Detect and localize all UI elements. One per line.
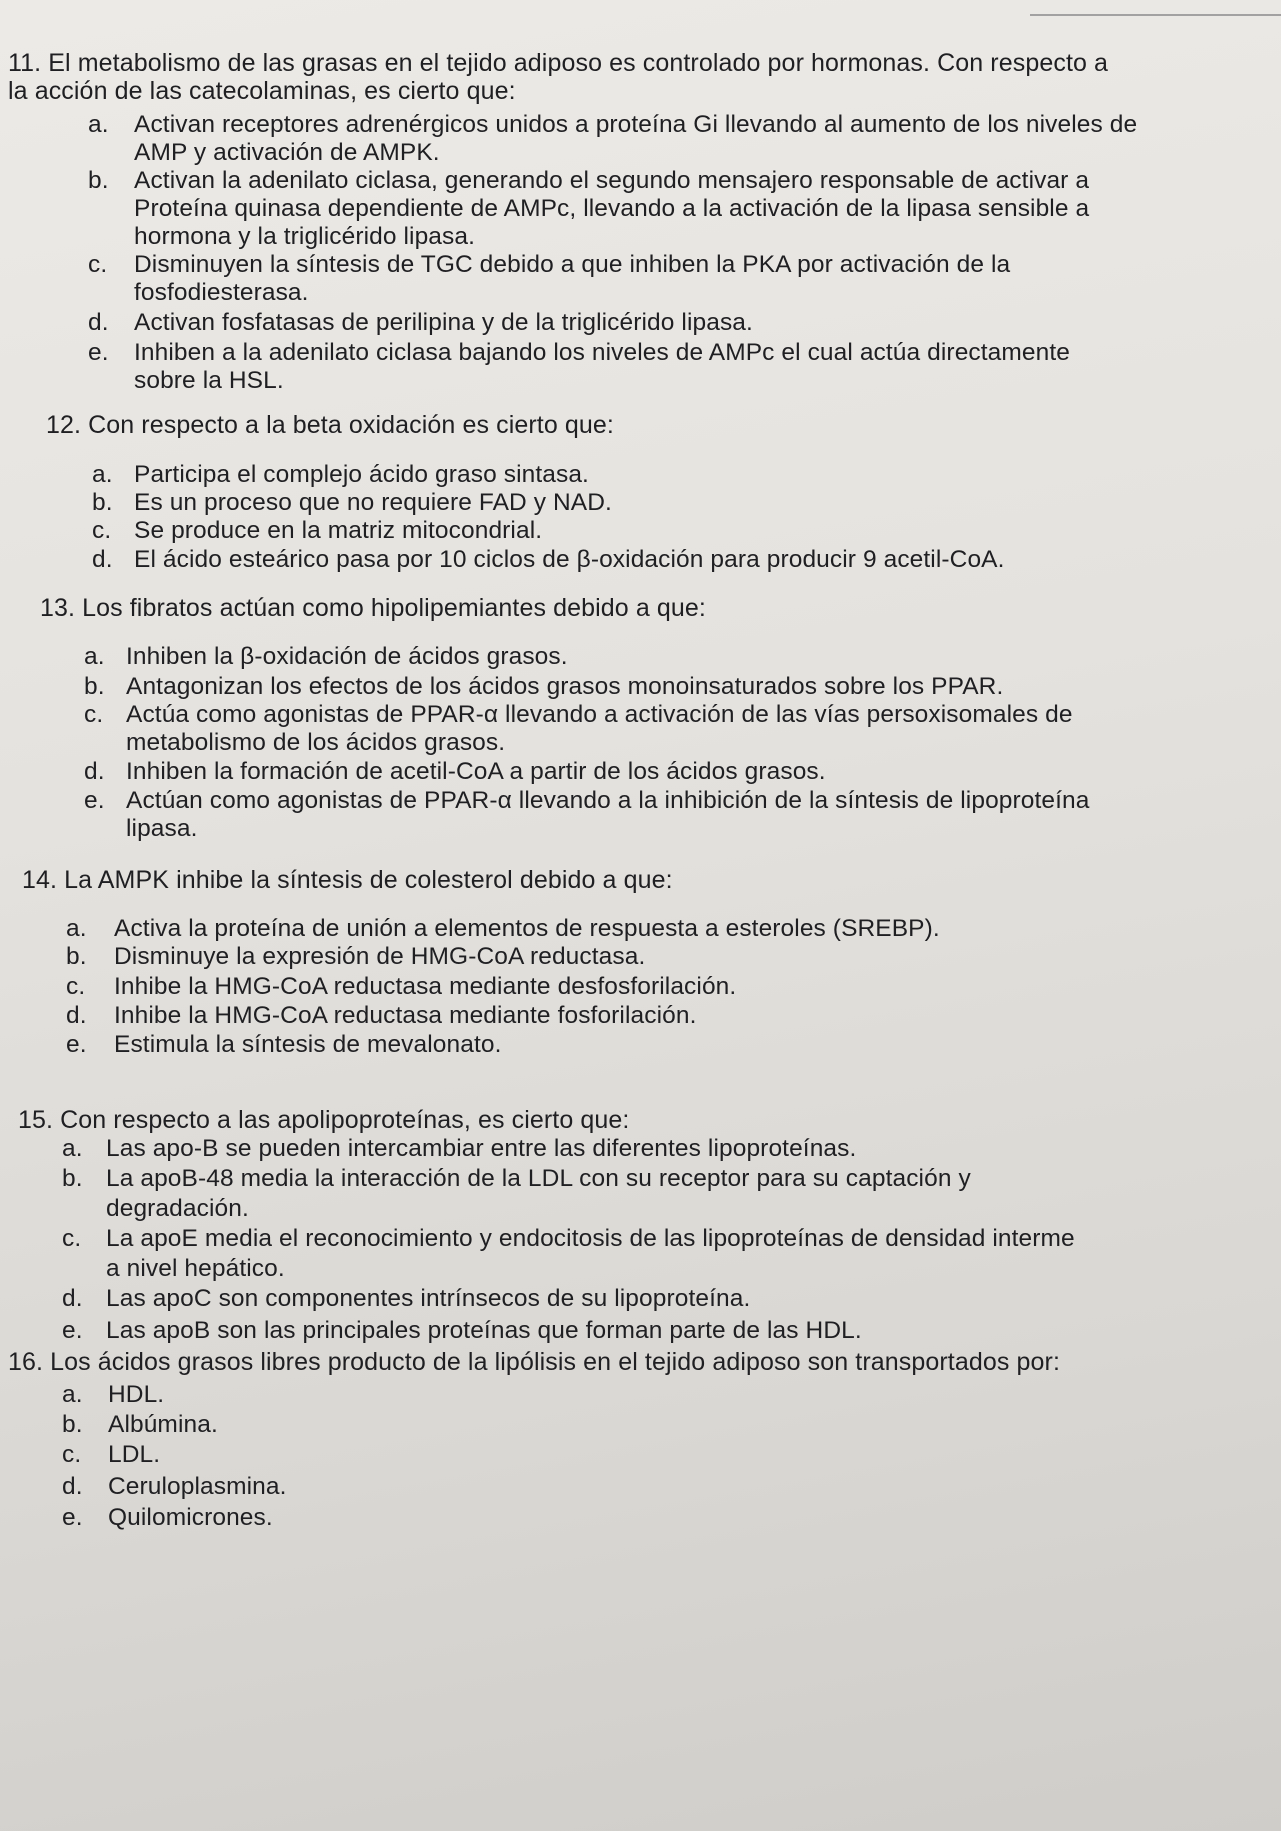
option-letter: e. <box>62 1504 83 1531</box>
option-letter: a. <box>88 111 109 138</box>
option-letter: b. <box>62 1411 83 1438</box>
option-text-line: Inhiben la formación de acetil-CoA a partir de los ácidos grasos. <box>126 758 826 785</box>
option-letter: d. <box>92 546 113 573</box>
option-text-line: Inhiben a la adenilato ciclasa bajando los niveles de AMPc el cual actúa directamente <box>134 339 1070 366</box>
option-text-line: sobre la HSL. <box>134 367 284 394</box>
option-letter: a. <box>62 1135 83 1162</box>
option-text-line: Ceruloplasmina. <box>108 1473 287 1500</box>
option-letter: b. <box>62 1165 83 1192</box>
question-stem-line: 13. Los fibratos actúan como hipolipemiantes debido a que: <box>40 594 706 622</box>
option-text-line: a nivel hepático. <box>106 1255 285 1282</box>
option-letter: c. <box>88 251 108 278</box>
option-letter: c. <box>84 701 104 728</box>
option-text-line: Quilomicrones. <box>108 1504 273 1531</box>
option-text-line: Inhiben la β-oxidación de ácidos grasos. <box>126 643 568 670</box>
option-letter: a. <box>92 461 113 488</box>
option-letter: a. <box>84 643 105 670</box>
option-text-line: Proteína quinasa dependiente de AMPc, llevando a la activación de la lipasa sensible a <box>134 195 1090 222</box>
option-text-line: Las apo-B se pueden intercambiar entre las diferentes lipoproteínas. <box>106 1135 857 1162</box>
option-text-line: HDL. <box>108 1381 165 1408</box>
option-letter: c. <box>66 973 86 1000</box>
question-stem-line: 15. Con respecto a las apolipoproteínas, es cierto que: <box>18 1106 630 1134</box>
question-stem-line: 11. El metabolismo de las grasas en el tejido adiposo es controlado por hormonas. Con respecto a <box>8 49 1109 77</box>
option-text-line: Inhibe la HMG-CoA reductasa mediante desfosforilación. <box>114 973 737 1000</box>
option-text-line: Actúa como agonistas de PPAR-α llevando a activación de las vías persoxisomales de <box>126 701 1073 728</box>
option-letter: b. <box>88 167 109 194</box>
option-letter: d. <box>62 1473 83 1500</box>
page-edge-line <box>1030 14 1281 16</box>
option-letter: c. <box>62 1441 82 1468</box>
option-letter: e. <box>84 787 105 814</box>
option-letter: d. <box>84 758 105 785</box>
option-letter: b. <box>92 489 113 516</box>
option-text-line: Participa el complejo ácido graso sintasa. <box>134 461 589 488</box>
option-letter: a. <box>62 1381 83 1408</box>
option-letter: e. <box>88 339 109 366</box>
option-text-line: fosfodiesterasa. <box>134 279 309 306</box>
option-text-line: AMP y activación de AMPK. <box>134 139 440 166</box>
option-letter: c. <box>62 1225 82 1252</box>
option-letter: d. <box>88 309 109 336</box>
option-text-line: Las apoC son componentes intrínsecos de su lipoproteína. <box>106 1285 751 1312</box>
option-letter: a. <box>66 915 87 942</box>
question-stem-line: 12. Con respecto a la beta oxidación es cierto que: <box>46 411 614 439</box>
option-letter: d. <box>62 1285 83 1312</box>
option-text-line: Disminuye la expresión de HMG-CoA reductasa. <box>114 943 646 970</box>
option-text-line: lipasa. <box>126 815 198 842</box>
option-text-line: degradación. <box>106 1195 249 1222</box>
option-text-line: Activan fosfatasas de perilipina y de la triglicérido lipasa. <box>134 309 753 336</box>
option-text-line: Actúan como agonistas de PPAR-α llevando a la inhibición de la síntesis de lipoproteína <box>126 787 1090 814</box>
question-stem-line: 16. Los ácidos grasos libres producto de la lipólisis en el tejido adiposo son transportados por: <box>8 1348 1060 1376</box>
option-text-line: Se produce en la matriz mitocondrial. <box>134 517 543 544</box>
option-letter: e. <box>66 1031 87 1058</box>
option-text-line: Disminuyen la síntesis de TGC debido a que inhiben la PKA por activación de la <box>134 251 1011 278</box>
option-text-line: hormona y la triglicérido lipasa. <box>134 223 476 250</box>
option-text-line: Activan receptores adrenérgicos unidos a proteína Gi llevando al aumento de los niveles de <box>134 111 1138 138</box>
option-text-line: Albúmina. <box>108 1411 218 1438</box>
option-text-line: Activa la proteína de unión a elementos de respuesta a esteroles (SREBP). <box>114 915 940 942</box>
option-text-line: Las apoB son las principales proteínas que forman parte de las HDL. <box>106 1317 862 1344</box>
option-text-line: Estimula la síntesis de mevalonato. <box>114 1031 502 1058</box>
question-stem-line: 14. La AMPK inhibe la síntesis de colesterol debido a que: <box>22 866 673 894</box>
option-letter: e. <box>62 1317 83 1344</box>
option-text-line: Inhibe la HMG-CoA reductasa mediante fosforilación. <box>114 1002 697 1029</box>
option-text-line: La apoB-48 media la interacción de la LDL con su receptor para su captación y <box>106 1165 971 1192</box>
option-text-line: Antagonizan los efectos de los ácidos grasos monoinsaturados sobre los PPAR. <box>126 673 1004 700</box>
option-letter: b. <box>66 943 87 970</box>
option-text-line: LDL. <box>108 1441 161 1468</box>
option-letter: b. <box>84 673 105 700</box>
option-letter: d. <box>66 1002 87 1029</box>
option-text-line: Activan la adenilato ciclasa, generando el segundo mensajero responsable de activar a <box>134 167 1090 194</box>
question-stem-line: la acción de las catecolaminas, es cierto que: <box>8 77 516 105</box>
option-text-line: El ácido esteárico pasa por 10 ciclos de β-oxidación para producir 9 acetil-CoA. <box>134 546 1005 573</box>
option-letter: c. <box>92 517 112 544</box>
option-text-line: Es un proceso que no requiere FAD y NAD. <box>134 489 612 516</box>
option-text-line: metabolismo de los ácidos grasos. <box>126 729 506 756</box>
option-text-line: La apoE media el reconocimiento y endocitosis de las lipoproteínas de densidad interme <box>106 1225 1075 1252</box>
